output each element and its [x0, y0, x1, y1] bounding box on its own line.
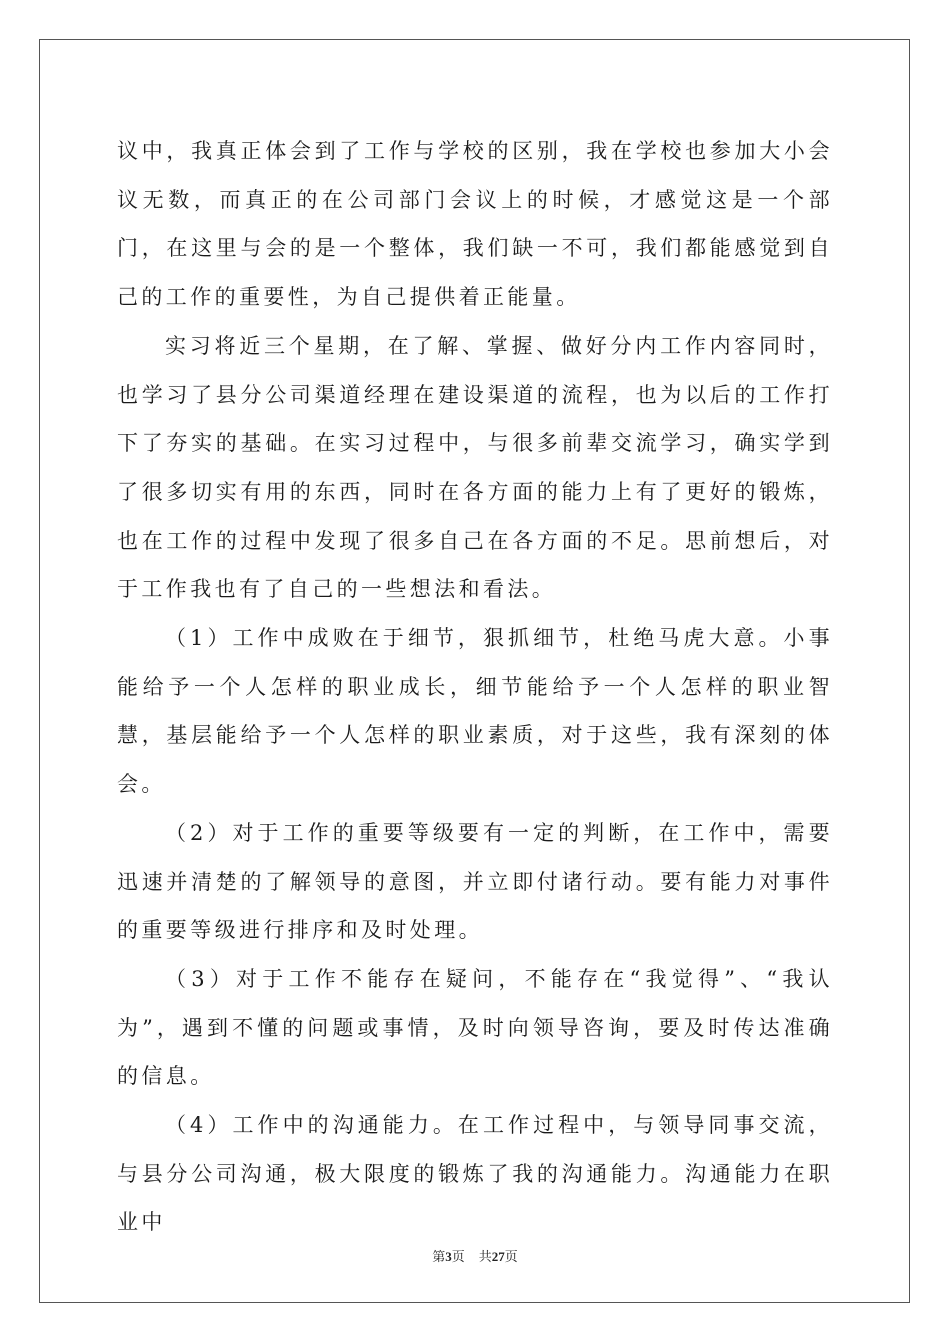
document-body: [117, 127, 833, 1247]
list-item-1: （1）工作中成败在于细节，狠抓细节，杜绝马虎大意。小事能给予一个人怎样的职业成长，细节能给予一个人怎样的职业智慧，基层能给予一个人怎样的职业素质，对于这些，我有深刻的体会。: [117, 626, 833, 797]
page-footer: [0, 1246, 950, 1265]
list-item-4: （4）工作中的沟通能力。在工作过程中，与领导同事交流，与县分公司沟通，极大限度的锻炼了我的沟通能力。沟通能力在职业中: [117, 1113, 833, 1235]
footer-total-unit: 页: [504, 1250, 518, 1265]
list-item-2: （2）对于工作的重要等级要有一定的判断，在工作中，需要迅速并清楚的了解领导的意图，并立即付诸行动。要有能力对事件的重要等级进行排序和及时处理。: [117, 820, 833, 943]
total-page-number: 27: [491, 1249, 505, 1264]
paragraph-continuation: 议中，我真正体会到了工作与学校的区别，我在学校也参加大小会议无数，而真正的在公司部门会议上的时候，才感觉这是一个部门，在这里与会的是一个整体，我们缺一不可，我们都能感觉到自己的工作的重要性，为自己提供着正能量。: [117, 139, 833, 310]
footer-prefix: 第: [432, 1250, 446, 1265]
paragraph-internship-summary: 实习将近三个星期，在了解、掌握、做好分内工作内容同时，也学习了县分公司渠道经理在建设渠道的流程，也为以后的工作打下了夯实的基础。在实习过程中，与很多前辈交流学习，确实学到了很多切实有用的东西，同时在各方面的能力上有了更好的锻炼，也在工作的过程中发现了很多自己在各方面的不足。思前想后，对于工作我也有了自己的一些想法和看法。: [117, 333, 833, 602]
list-item-3: （3）对于工作不能存在疑问，不能存在“我觉得”、“我认为”，遇到不懂的问题或事情，及时向领导咨询，要及时传达准确的信息。: [117, 966, 833, 1089]
footer-page-unit: 页: [451, 1250, 465, 1265]
current-page-number: 3: [445, 1249, 452, 1264]
footer-total-prefix: 共: [478, 1250, 492, 1265]
